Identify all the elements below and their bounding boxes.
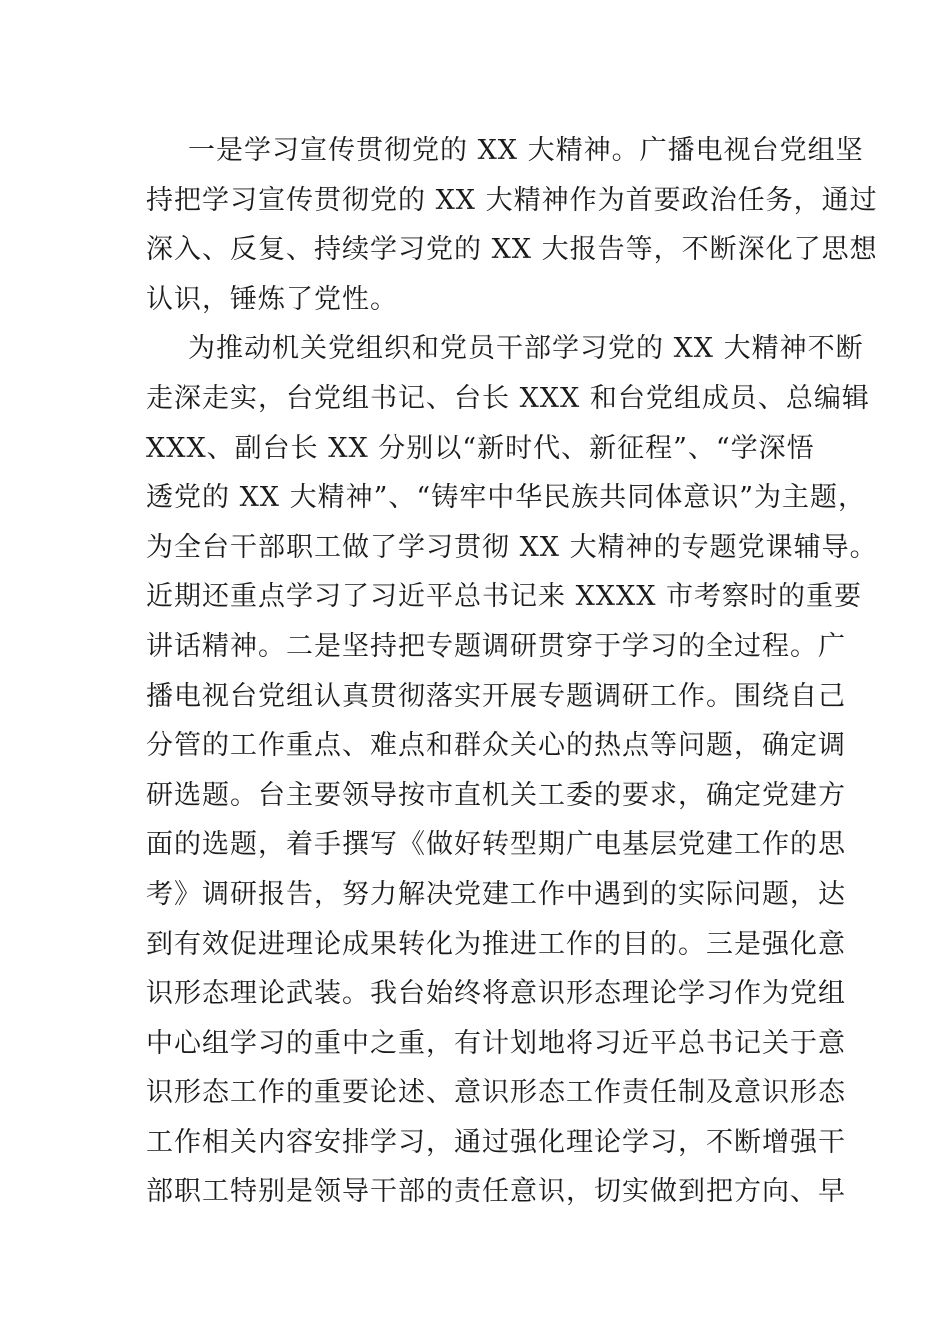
- paragraph-2-line-4: 透党的 XX 大精神”、“铸牢中华民族共同体意识”为主题，: [146, 482, 867, 514]
- paragraph-1-line-1: 一是学习宣传贯彻党的 XX 大精神。广播电视台党组坚: [188, 135, 864, 166]
- paragraph-2-line-11: 面的选题，着手撰写《做好转型期广电基层党建工作的思: [146, 829, 846, 861]
- paragraph-2-line-6: 近期还重点学习了习近平总书记来 XXXX 市考察时的重要: [146, 581, 863, 613]
- paragraph-2-line-9: 分管的工作重点、难点和群众关心的热点等问题，确定调: [146, 730, 846, 762]
- paragraph-2-line-14: 识形态理论武装。我台始终将意识形态理论学习作为党组: [146, 978, 846, 1010]
- paragraph-2-line-16: 识形态工作的重要论述、意识形态工作责任制及意识形态: [146, 1077, 846, 1109]
- paragraph-1-line-4: 认识，锤炼了党性。: [146, 283, 398, 315]
- paragraph-2-line-17: 工作相关内容安排学习，通过强化理论学习，不断增强干: [146, 1126, 846, 1158]
- paragraph-2-line-8: 播电视台党组认真贯彻落实开展专题调研工作。围绕自己: [146, 680, 846, 712]
- paragraph-2-line-12: 考》调研报告，努力解决党建工作中遇到的实际问题，达: [146, 878, 846, 910]
- paragraph-2-line-3: XXX、副台长 XX 分别以“新时代、新征程”、“学深悟: [146, 432, 815, 464]
- paragraph-2-line-1: 为推动机关党组织和党员干部学习党的 XX 大精神不断: [188, 333, 864, 365]
- paragraph-2-line-5: 为全台干部职工做了学习贯彻 XX 大精神的专题党课辅导。: [146, 531, 878, 563]
- body-text: [146, 126, 878, 1217]
- paragraph-2-line-18: 部职工特别是领导干部的责任意识，切实做到把方向、早: [146, 1176, 846, 1208]
- paragraph-2-line-10: 研选题。台主要领导按市直机关工委的要求，确定党建方: [146, 779, 846, 811]
- paragraph-2-line-15: 中心组学习的重中之重，有计划地将习近平总书记关于意: [146, 1027, 846, 1059]
- paragraph-2-line-7: 讲话精神。二是坚持把专题调研贯穿于学习的全过程。广: [146, 630, 846, 662]
- paragraph-2-line-13: 到有效促进理论成果转化为推进工作的目的。三是强化意: [146, 928, 846, 960]
- paragraph-1-line-3: 深入、反复、持续学习党的 XX 大报告等，不断深化了思想: [146, 234, 878, 266]
- paragraph-2-line-2: 走深走实，台党组书记、台长 XXX 和台党组成员、总编辑: [146, 382, 870, 414]
- paragraph-1-line-2: 持把学习宣传贯彻党的 XX 大精神作为首要政治任务，通过: [146, 184, 878, 216]
